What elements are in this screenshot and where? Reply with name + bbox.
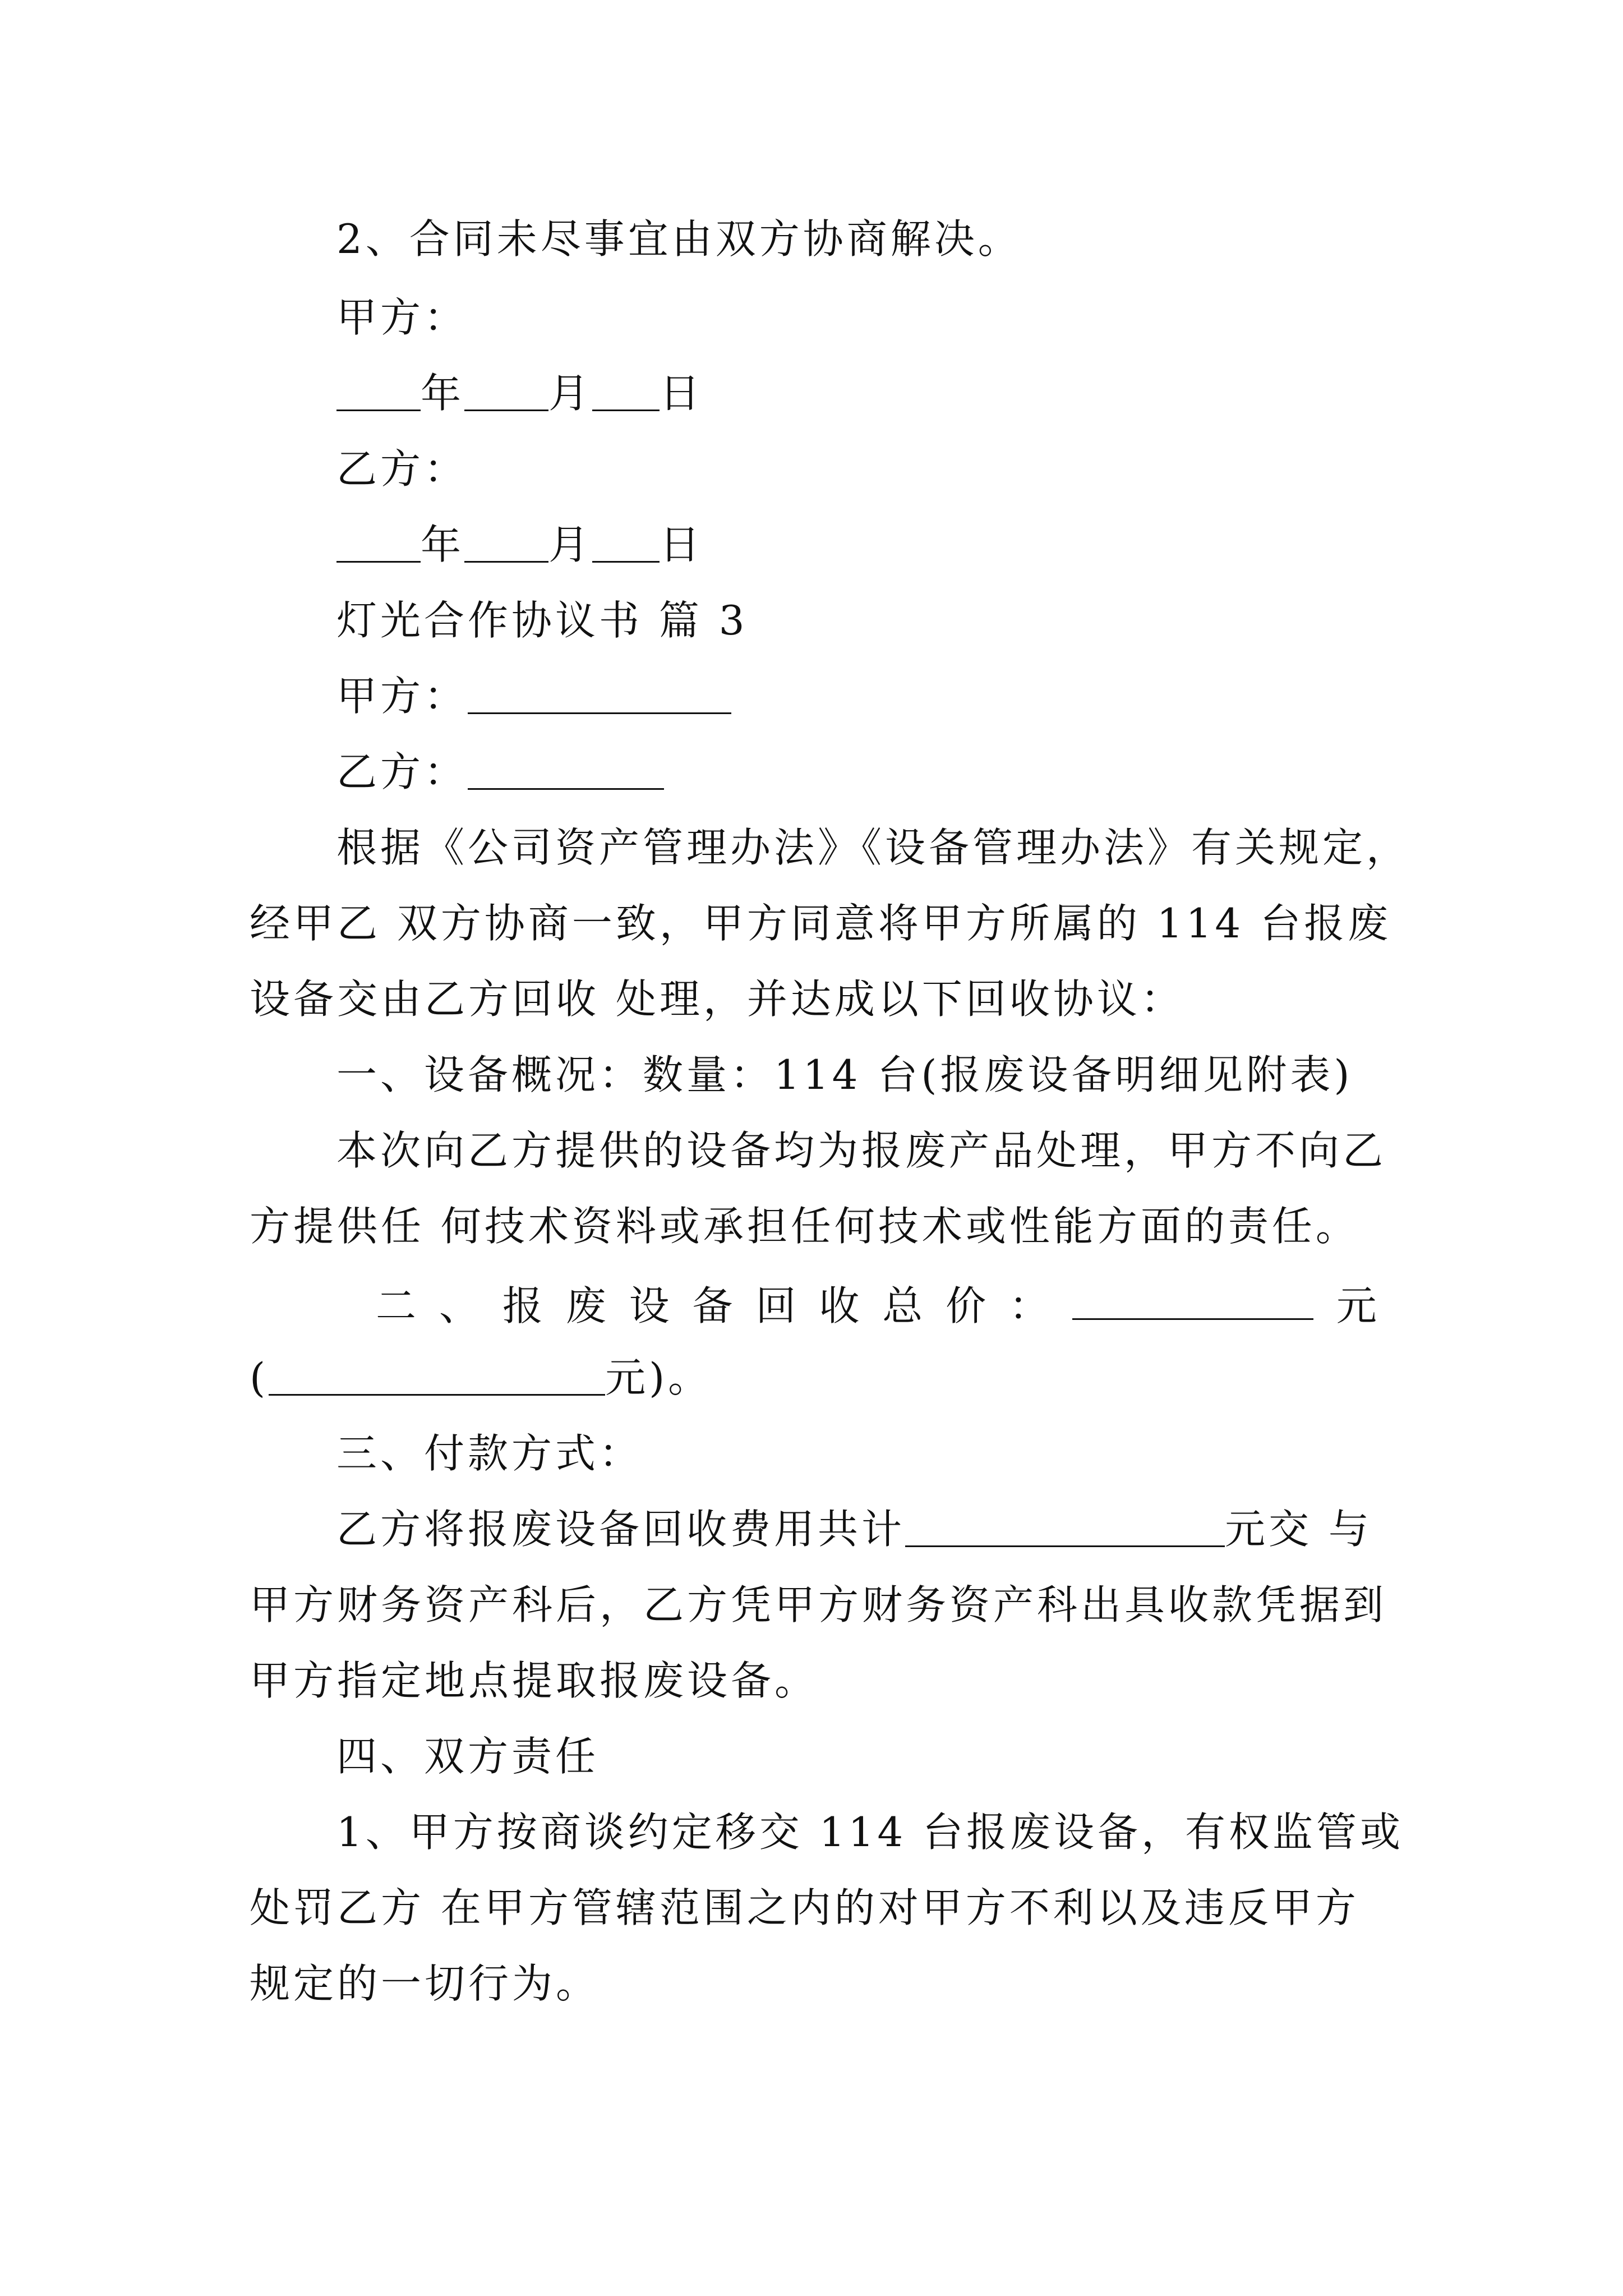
yuan-close: 元)。 — [605, 1354, 712, 1401]
total-price-char: 废 — [565, 1282, 606, 1329]
day-label: 日 — [660, 521, 704, 568]
year-label: 年 — [421, 521, 465, 568]
month-label: 月 — [548, 521, 593, 568]
paragraph-line: 处罚乙方 在甲方管辖范围之内的对甲方不利以及违反甲方 — [250, 1884, 1359, 1931]
total-price-char: 设 — [629, 1282, 670, 1329]
month-blank — [464, 373, 548, 411]
total-price-blank — [1072, 1282, 1313, 1320]
payment-heading: 三、付款方式： — [336, 1430, 643, 1477]
total-price-char: 备 — [692, 1282, 733, 1329]
day-blank — [592, 524, 660, 563]
responsibility-heading: 四、双方责任 — [336, 1733, 600, 1780]
total-price-line — [376, 1282, 1377, 1329]
total-price-char: 回 — [755, 1282, 796, 1329]
month-label: 月 — [548, 370, 593, 417]
yuan-label: 元 — [1336, 1282, 1377, 1329]
day-label: 日 — [660, 370, 704, 417]
paragraph-line: 设备交由乙方回收 处理，并达成以下回收协议： — [250, 976, 1184, 1023]
total-price-char: 二 — [376, 1282, 417, 1329]
party-a-label: 甲方： — [336, 294, 468, 341]
paragraph-line: 甲方财务资产科后，乙方凭甲方财务资产科出具收款凭据到 — [250, 1581, 1387, 1628]
paragraph-line: 经甲乙 双方协商一致，甲方同意将甲方所属的 114 台报废 — [250, 900, 1392, 947]
section-title: 灯光合作协议书 篇 3 — [336, 597, 748, 644]
total-price-char: 价 — [946, 1282, 986, 1329]
total-price-char: ： — [1009, 1282, 1050, 1329]
paragraph-line: 方提供任 何技术资料或承担任何技术或性能方面的责任。 — [250, 1203, 1359, 1250]
party-b-label: 乙方： — [336, 445, 468, 493]
party-b-blank — [468, 752, 664, 790]
clause-2-text: 2、合同未尽事宜由双方协商解决。 — [336, 215, 1022, 263]
day-blank — [592, 373, 660, 411]
year-blank — [336, 373, 421, 411]
paragraph-line: 1、甲方按商谈约定移交 114 台报废设备，有权监管或 — [336, 1809, 1404, 1856]
open-paren: ( — [250, 1354, 269, 1401]
party-b-date — [336, 521, 704, 568]
payment-text: 乙方将报废设备回收费用共计 — [336, 1506, 906, 1553]
paragraph-line: 本次向乙方提供的设备均为报废产品处理，甲方不向乙 — [336, 1127, 1387, 1174]
party-a-date — [336, 370, 704, 417]
total-price-paren-line — [250, 1354, 712, 1401]
equipment-overview: 一、设备概况：数量：114 台(报废设备明细见附表) — [336, 1051, 1353, 1098]
total-price-char: 、 — [439, 1282, 479, 1329]
total-price-char: 收 — [819, 1282, 860, 1329]
amount-blank — [269, 1358, 605, 1396]
year-blank — [336, 524, 421, 563]
paragraph-line: 规定的一切行为。 — [250, 1960, 600, 2007]
total-price-char: 总 — [882, 1282, 923, 1329]
party-b-line — [336, 748, 664, 795]
year-label: 年 — [421, 370, 465, 417]
payment-blank — [905, 1509, 1225, 1547]
payment-text-end: 元交 与 — [1225, 1506, 1372, 1553]
party-b-label: 乙方： — [336, 748, 468, 795]
month-blank — [464, 524, 548, 563]
party-a-line — [336, 673, 731, 720]
paragraph-line: 根据《公司资产管理办法》《设备管理办法》有关规定， — [336, 824, 1410, 871]
party-a-label: 甲方： — [336, 673, 468, 720]
total-price-char: 报 — [502, 1282, 543, 1329]
payment-line — [336, 1506, 1372, 1553]
paragraph-line: 甲方指定地点提取报废设备。 — [250, 1657, 819, 1704]
party-a-blank — [468, 676, 731, 714]
